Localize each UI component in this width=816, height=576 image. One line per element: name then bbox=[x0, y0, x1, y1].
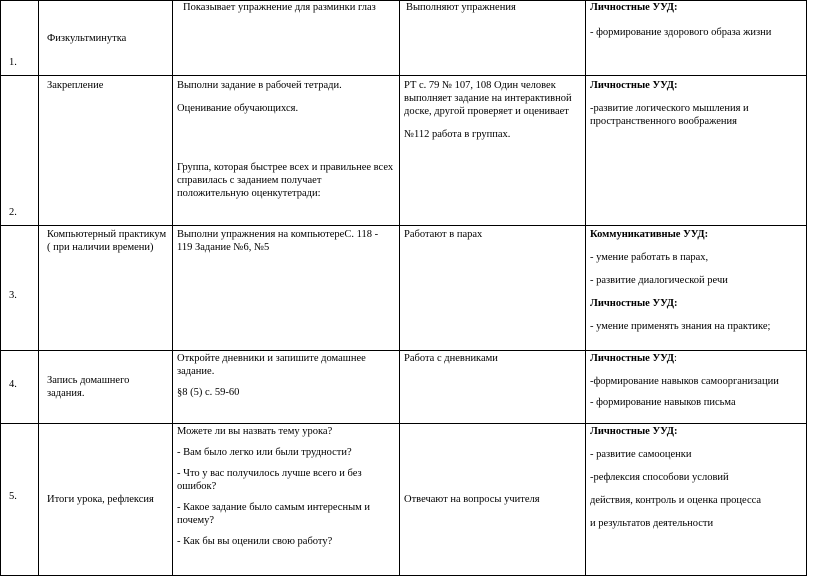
students-cell bbox=[400, 226, 586, 351]
uud-cell bbox=[586, 1, 807, 76]
table-row bbox=[1, 226, 807, 351]
uud-item: -формирование навыков самоорганизации bbox=[590, 376, 779, 387]
students-text: РТ с. 79 № 107, 108 Один человек выполняет задание на интерактивной доске, другой проверяет и оценивает bbox=[404, 80, 572, 117]
row-number: 4. bbox=[1, 351, 39, 424]
stage-cell bbox=[39, 1, 173, 76]
teacher-cell bbox=[173, 1, 400, 76]
table-row bbox=[1, 424, 807, 576]
teacher-text: §8 (5) с. 59-60 bbox=[177, 387, 240, 398]
row-number: 1. bbox=[1, 1, 39, 76]
teacher-text: - Какое задание было самым интересным и почему? bbox=[177, 502, 371, 526]
students-cell bbox=[400, 76, 586, 226]
teacher-cell bbox=[173, 351, 400, 424]
stage-cell bbox=[39, 226, 173, 351]
uud-item: - умение применять знания на практике; bbox=[590, 321, 771, 332]
stage-cell bbox=[39, 351, 173, 424]
stage-cell bbox=[39, 424, 173, 576]
students-cell bbox=[400, 351, 586, 424]
stage-cell bbox=[39, 76, 173, 226]
students-text: Отвечают на вопросы учителя bbox=[404, 494, 540, 505]
uud-item: - формирование навыков письма bbox=[590, 397, 736, 408]
students-text: Работа с дневниками bbox=[404, 353, 498, 364]
row-number: 3. bbox=[1, 226, 39, 351]
table-row bbox=[1, 1, 807, 76]
teacher-text: - Как бы вы оценили свою работу? bbox=[177, 536, 333, 547]
teacher-text: - Что у вас получилось лучше всего и без ошибок? bbox=[177, 468, 362, 492]
uud-cell bbox=[586, 226, 807, 351]
teacher-text: Оценивание обучающихся. bbox=[177, 103, 299, 114]
students-text: Выполняют упражнения bbox=[406, 2, 516, 13]
students-text: №112 работа в группах. bbox=[404, 129, 511, 140]
teacher-text: Откройте дневники и запишите домашнее задание. bbox=[177, 353, 366, 377]
teacher-text: Выполни упражнения на компьютереС. 118 - 119 Задание №6, №5 bbox=[177, 229, 379, 253]
uud-item: -развитие логического мышления и пространственного воображения bbox=[590, 103, 749, 127]
teacher-cell bbox=[173, 76, 400, 226]
table-row bbox=[1, 76, 807, 226]
uud-item: - развитие самооценки bbox=[590, 449, 692, 460]
uud-heading: Личностные УУД: bbox=[590, 426, 678, 437]
uud-item: -рефлексия способови условий bbox=[590, 472, 729, 483]
uud-heading: Личностные УУД: bbox=[590, 2, 678, 13]
uud-item: действия, контроль и оценка процесса bbox=[590, 495, 762, 506]
students-cell bbox=[400, 424, 586, 576]
stage-text: Запись домашнего задания. bbox=[47, 375, 130, 399]
uud-item: - формирование здорового образа жизни bbox=[590, 27, 772, 38]
uud-cell bbox=[586, 424, 807, 576]
row-number: 2. bbox=[1, 76, 39, 226]
uud-cell bbox=[586, 351, 807, 424]
teacher-text: Показывает упражнение для разминки глаз bbox=[183, 2, 376, 13]
students-cell bbox=[400, 1, 586, 76]
teacher-cell bbox=[173, 226, 400, 351]
uud-heading: Личностные УУД: bbox=[590, 298, 678, 309]
teacher-text: Можете ли вы назвать тему урока? bbox=[177, 426, 333, 437]
teacher-text: Выполни задание в рабочей тетради. bbox=[177, 80, 342, 91]
uud-item: и результатов деятельности bbox=[590, 518, 714, 529]
uud-item: - развитие диалогической речи bbox=[590, 275, 728, 286]
uud-cell bbox=[586, 76, 807, 226]
row-number: 5. bbox=[1, 424, 39, 576]
stage-text: Компьютерный практикум ( при наличии времени) bbox=[47, 229, 167, 253]
uud-item: - умение работать в парах, bbox=[590, 252, 709, 263]
uud-heading: Личностные УУД: bbox=[590, 353, 677, 364]
students-text: Работают в парах bbox=[404, 229, 483, 240]
table-row bbox=[1, 351, 807, 424]
stage-text: Закрепление bbox=[47, 80, 104, 91]
teacher-text: - Вам было легко или были трудности? bbox=[177, 447, 352, 458]
stage-text: Итоги урока, рефлексия bbox=[47, 494, 154, 505]
uud-heading: Коммуникативные УУД: bbox=[590, 229, 709, 240]
stage-text: Физкультминутка bbox=[47, 32, 127, 44]
teacher-text: Группа, которая быстрее всех и правильнее всех справилась с заданием получает положительную оценкутетради: bbox=[177, 162, 394, 199]
uud-heading: Личностные УУД: bbox=[590, 80, 678, 91]
teacher-cell bbox=[173, 424, 400, 576]
